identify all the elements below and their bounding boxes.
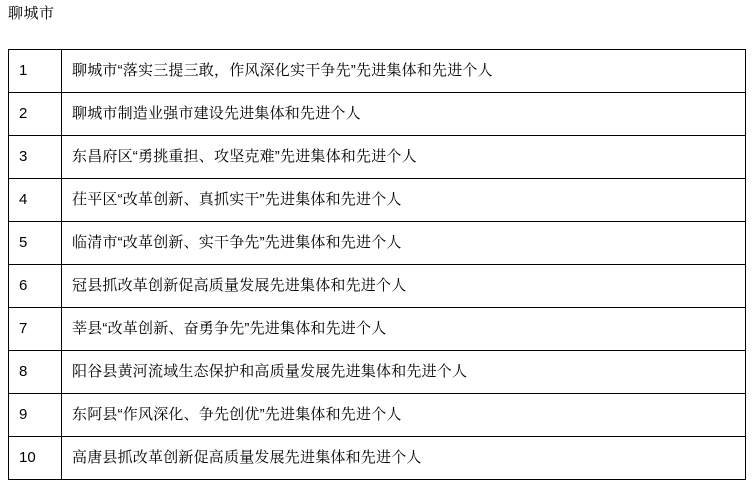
- row-index: 2: [9, 93, 62, 136]
- table-row: [9, 265, 746, 308]
- table-body: [9, 50, 746, 480]
- table-row: [9, 222, 746, 265]
- awards-table: [8, 49, 746, 480]
- row-index: 6: [9, 265, 62, 308]
- row-index: 8: [9, 351, 62, 394]
- row-content: 阳谷县黄河流域生态保护和高质量发展先进集体和先进个人: [62, 351, 746, 394]
- page-title: 聊城市: [8, 5, 55, 22]
- table-row: [9, 136, 746, 179]
- row-index: 10: [9, 437, 62, 480]
- row-content: 聊城市“落实三提三敢，作风深化实干争先”先进集体和先进个人: [62, 50, 746, 93]
- table-row: [9, 308, 746, 351]
- row-content: 莘县“改革创新、奋勇争先”先进集体和先进个人: [62, 308, 746, 351]
- row-index: 9: [9, 394, 62, 437]
- row-content: 茌平区“改革创新、真抓实干”先进集体和先进个人: [62, 179, 746, 222]
- row-content: 临清市“改革创新、实干争先”先进集体和先进个人: [62, 222, 746, 265]
- row-content: 冠县抓改革创新促高质量发展先进集体和先进个人: [62, 265, 746, 308]
- row-content: 聊城市制造业强市建设先进集体和先进个人: [62, 93, 746, 136]
- table-row: [9, 93, 746, 136]
- table-row: [9, 50, 746, 93]
- table-row: [9, 394, 746, 437]
- row-index: 1: [9, 50, 62, 93]
- table-row: [9, 351, 746, 394]
- awards-table-container: [8, 49, 746, 480]
- row-content: 高唐县抓改革创新促高质量发展先进集体和先进个人: [62, 437, 746, 480]
- row-index: 4: [9, 179, 62, 222]
- row-index: 7: [9, 308, 62, 351]
- row-content: 东阿县“作风深化、争先创优”先进集体和先进个人: [62, 394, 746, 437]
- table-row: [9, 437, 746, 480]
- row-index: 5: [9, 222, 62, 265]
- row-index: 3: [9, 136, 62, 179]
- table-row: [9, 179, 746, 222]
- row-content: 东昌府区“勇挑重担、攻坚克难”先进集体和先进个人: [62, 136, 746, 179]
